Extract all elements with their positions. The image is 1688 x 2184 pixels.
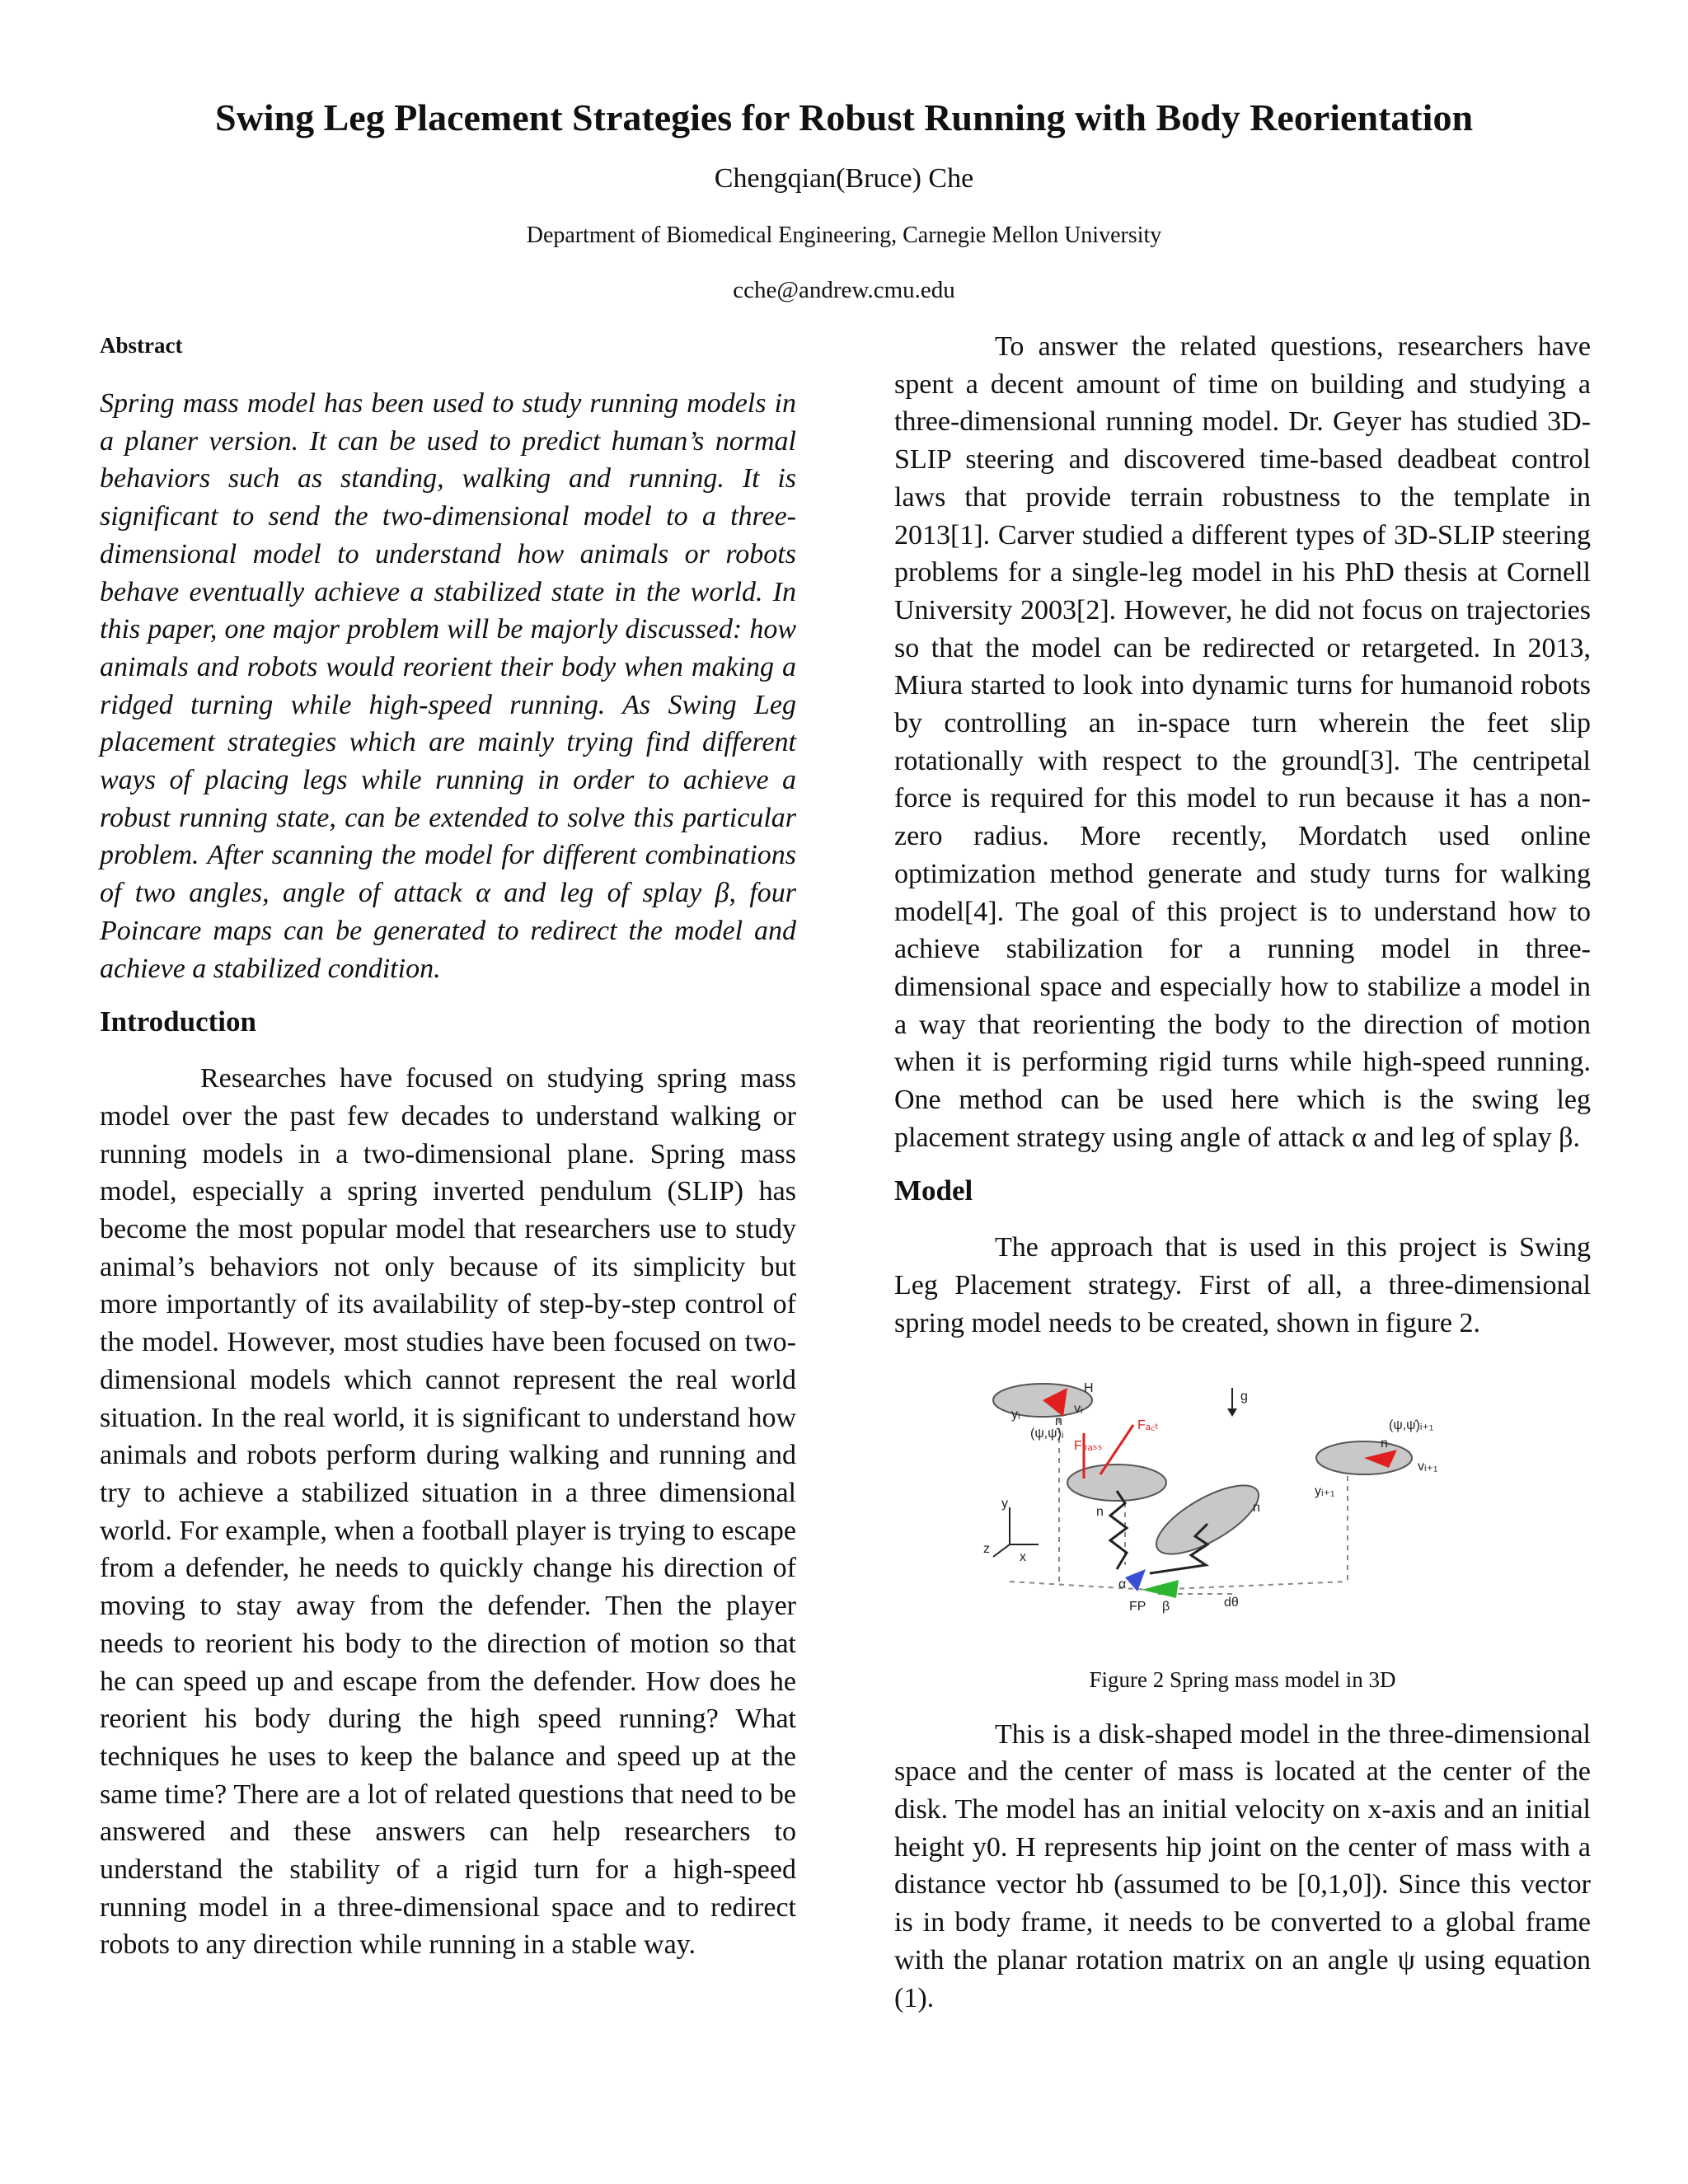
beta-patch bbox=[1142, 1580, 1179, 1598]
label-FP: FP bbox=[1129, 1599, 1146, 1614]
model-paragraph-1: The approach that is used in this project is Swing Leg Placement strategy. First of all, a three-dimensional spring model needs to be created, shown in figure 2. bbox=[894, 1232, 1591, 1338]
spring-1 bbox=[1110, 1491, 1127, 1569]
right-column bbox=[894, 328, 1591, 2017]
label-psi-i: (ψ,ψ̇)ᵢ bbox=[1030, 1426, 1064, 1441]
label-v-i: vᵢ bbox=[1074, 1401, 1083, 1416]
label-axis-z: z bbox=[983, 1541, 990, 1556]
introduction-paragraph-1: Researches have focused on studying spring mass model over the past few decades to understand walking or running models in a two-dimensional plane. Spring mass model, especially a spring inverted pendulum (SLIP) has become the most popular model that researchers use to study animal’s behaviors not only because of its simplicity but more importantly of its availability of step-by-step control of the model. However, most studies have been focused on two-dimensional models which cannot represent the real world situation. In the real world, it is significant to understand how animals and robots perform during walking and running and try to achieve a stabilized situation in a three dimensional world. For example, when a football player is trying to escape from a defender, he needs to quickly change his direction of moving to stay away from the defender. Then the player needs to reorient his body to the direction of motion so that he can speed up and escape from the defender. How does he reorient his body during the high speed running? What techniques he uses to keep the balance and speed up at the same time? There are a lot of related questions that need to be answered and these answers can help researchers to understand the stability of a rigid turn for a high-speed running model in a three-dimensional space and to redirect robots to any direction while running in a stable way. bbox=[100, 1063, 796, 1961]
model-paragraph-2: This is a disk-shaped model in the three-dimensional space and the center of mass is located at the center of the disk. The model has an initial velocity on x-axis and an initial height y0. H represents hip joint on the center of mass with a distance vector hb (assumed to be [0,1,0]). Since this vector is in body frame, it needs to be converted to a global frame with the planar rotation matrix on an angle ψ using equation (1). bbox=[894, 1718, 1591, 2013]
label-y-i-plus-1: yᵢ₊₁ bbox=[1315, 1483, 1335, 1498]
label-axis-x: x bbox=[1020, 1549, 1026, 1564]
alpha-patch bbox=[1125, 1569, 1146, 1591]
left-column bbox=[100, 328, 796, 1964]
figure-2 bbox=[894, 1367, 1591, 1647]
label-axis-y: y bbox=[1001, 1496, 1008, 1511]
introduction-paragraph-2: To answer the related questions, researchers have spent a decent amount of time on building and studying a three-dimensional running model. Dr. Geyer has studied 3D-SLIP steering and discovered time-based deadbeat control laws that provide terrain robustness to the template in 2013[1]. Carver studied a different types of 3D-SLIP steering problems for a single-leg model in his PhD thesis at Cornell University 2003[2]. However, he did not focus on trajectories so that the model can be redirected or retargeted. In 2013, Miura started to look into dynamic turns for humanoid robots by controlling an in-space turn wherein the feet slip rotationally with respect to the ground[3]. The centripetal force is required for this model to run because it has a non-zero radius. More recently, Mordatch used online optimization method generate and study turns for walking model[4]. The goal of this project is to understand how to achieve stabilization for a running model in three-dimensional space and especially how to stabilize a model in a way that reorienting the body to the direction of motion when it is performing rigid turns while high-speed running. One method can be used here which is the swing leg placement strategy using angle of attack α and leg of splay β. bbox=[894, 331, 1591, 1153]
label-n-3: n bbox=[1096, 1504, 1104, 1519]
label-alpha: α bbox=[1118, 1577, 1127, 1591]
label-y-i: yᵢ bbox=[1011, 1407, 1020, 1422]
introduction-heading: Introduction bbox=[100, 1005, 256, 1038]
disk-stance bbox=[1067, 1465, 1166, 1501]
label-n-4: n bbox=[1253, 1500, 1260, 1515]
figure-2-caption: Figure 2 Spring mass model in 3D bbox=[1089, 1666, 1396, 1692]
label-F-act: Fₐ꜀ₜ bbox=[1137, 1418, 1159, 1432]
label-beta: β bbox=[1162, 1599, 1170, 1614]
abstract-text: Spring mass model has been used to study running models in a planer version. It can be used to predict human’s normal behaviors such as standing, walking and running. It is significant to send the two-dimensional model to a three-dimensional model to understand how animals or robots behave eventually achieve a stabilized state in the world. In this paper, one major problem will be majorly discussed: how animals and robots would reorient their body when making a ridged turning while high-speed running. As Swing Leg placement strategies which are mainly trying find different ways of placing legs while running in order to achieve a robust running state, can be extended to solve this particular problem. After scanning the model for different combinations of two angles, angle of attack α and leg of splay β, four Poincare maps can be generated to redirect the model and achieve a stabilized condition. bbox=[100, 388, 796, 984]
spring-mass-diagram bbox=[960, 1367, 1537, 1647]
label-n-1: n bbox=[1055, 1413, 1062, 1428]
author-email[interactable]: cche@andrew.cmu.edu bbox=[733, 277, 955, 303]
label-n-2: n bbox=[1381, 1436, 1388, 1451]
abstract-heading: Abstract bbox=[100, 333, 183, 358]
label-psi-i-plus-1: (ψ,ψ̇)ᵢ₊₁ bbox=[1389, 1418, 1434, 1432]
label-H: H bbox=[1084, 1380, 1094, 1395]
author-name: Chengqian(Bruce) Che bbox=[714, 163, 974, 194]
label-F-pass: Fₚₐₛₛ bbox=[1074, 1438, 1103, 1453]
label-dtheta: dθ bbox=[1224, 1595, 1239, 1610]
label-v-i-plus-1: vᵢ₊₁ bbox=[1418, 1459, 1438, 1474]
label-g: g bbox=[1240, 1389, 1248, 1404]
author-affiliation: Department of Biomedical Engineering, Carnegie Mellon University bbox=[526, 223, 1162, 248]
model-heading: Model bbox=[894, 1174, 973, 1207]
paper-title: Swing Leg Placement Strategies for Robust Running with Body Reorientation bbox=[214, 96, 1474, 138]
